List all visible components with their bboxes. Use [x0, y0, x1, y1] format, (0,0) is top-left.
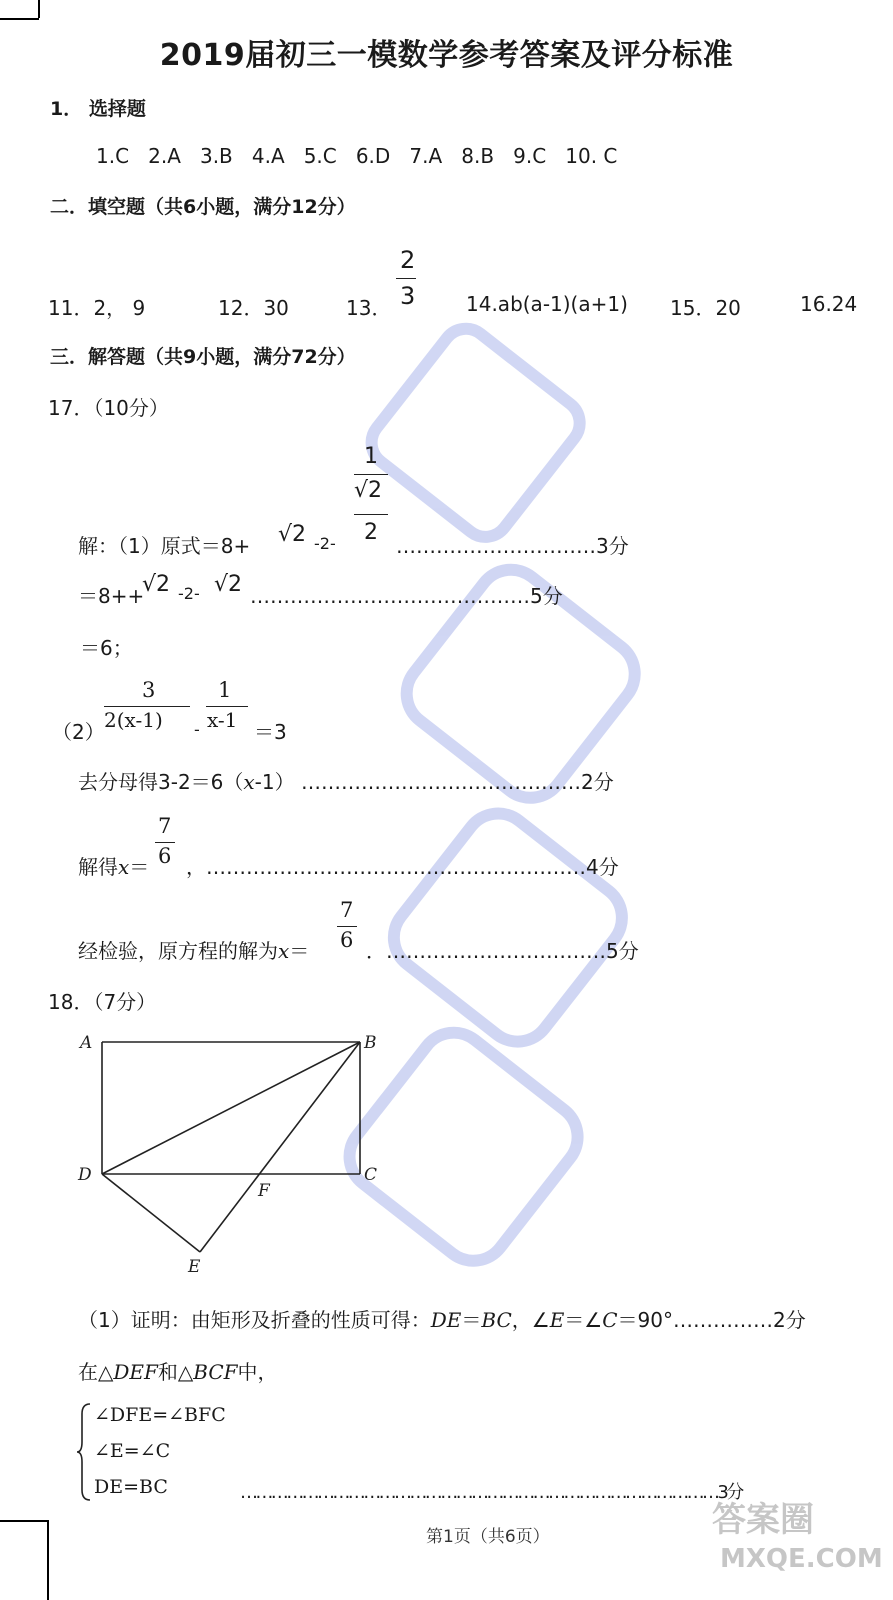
- crop-mark-top: [38, 0, 40, 18]
- step3-text: 经检验，原方程的解为: [78, 939, 278, 963]
- segment-DE: [102, 1174, 200, 1252]
- q17-p2-minus: -: [194, 720, 200, 739]
- q17-line1-mid: -2-: [314, 534, 336, 553]
- q18-geometry-figure: [70, 1028, 390, 1280]
- system-line-3: DE=BC: [94, 1476, 168, 1498]
- fill-answer-14: 14.ab(a-1)(a+1): [466, 292, 628, 316]
- fill-answer-13-numerator: 2: [400, 246, 416, 274]
- step2-frac-num: 7: [158, 814, 172, 838]
- q17-p2-frac2-num: 1: [218, 678, 232, 702]
- point-label-B: B: [364, 1033, 377, 1053]
- choice-answer: 5.C: [303, 144, 337, 168]
- proof1-text: （1）证明：由矩形及折叠的性质可得：: [78, 1308, 431, 1332]
- var-DEF: DEF: [113, 1360, 158, 1384]
- proof1-end: ＝90°: [617, 1308, 673, 1332]
- step3-frac-num: 7: [340, 898, 354, 922]
- var-x: x: [118, 855, 130, 879]
- q17-line2-mid: -2-: [178, 584, 200, 603]
- segment-DB: [102, 1042, 360, 1174]
- var-C: C: [602, 1308, 618, 1332]
- fill-answer-13-label: 13．: [346, 296, 392, 320]
- system-dots: …………………………………………………………………………………3分: [240, 1482, 742, 1503]
- q17-line1-prefix: 解：（1）原式＝8+: [78, 534, 251, 558]
- var-BC: BC: [481, 1308, 512, 1332]
- section2-heading: 二．填空题（共6小题，满分12分）: [50, 196, 356, 218]
- choice-answer: 10. C: [565, 144, 618, 168]
- q17-line2-sqrt1: √2: [142, 572, 171, 597]
- q17-line2-sqrt2: √2: [214, 572, 243, 597]
- q17-line1-frac-num: 1: [364, 444, 378, 469]
- crop-mark-bottom: [0, 1520, 48, 1522]
- fraction-bar: [104, 706, 190, 707]
- choice-answer: 6.D: [355, 144, 391, 168]
- system-line-2: ∠E=∠C: [94, 1440, 171, 1462]
- q17-p2-frac2-den: x-1: [207, 708, 238, 732]
- var-x: x: [278, 939, 290, 963]
- q17-step1: [78, 766, 614, 795]
- q17-line3: ＝6；: [80, 636, 133, 660]
- crop-mark-top-h: [0, 18, 39, 20]
- point-label-A: A: [80, 1033, 93, 1053]
- choice-answer: 9.C: [513, 144, 547, 168]
- step2-dots: ，…………………………………………………4分: [186, 855, 619, 879]
- fill-answer-11: 11．2， 9: [48, 296, 146, 320]
- eq-sign: ＝: [461, 1308, 482, 1332]
- site-watermark-sub: MXQE.COM: [720, 1544, 883, 1574]
- q17-label: 17．（10分）: [48, 396, 169, 420]
- step1-text: 去分母得3-2＝6（: [78, 770, 244, 794]
- point-label-F: F: [258, 1181, 270, 1201]
- choice-answer: 2.A: [148, 144, 181, 168]
- q17-line1-sqrt: √2: [278, 522, 307, 547]
- point-label-D: D: [78, 1165, 92, 1185]
- q18-proof1: [78, 1304, 806, 1333]
- point-label-E: E: [188, 1257, 201, 1277]
- crop-mark-bottom-v: [47, 1520, 49, 1600]
- proof1-mid: ，∠: [511, 1308, 550, 1332]
- in-end: 中，: [237, 1360, 278, 1384]
- page-title: 2019届初三一模数学参考答案及评分标准: [159, 38, 734, 73]
- step3-eq: ＝: [289, 939, 310, 963]
- section3-heading: 三．解答题（共9小题，满分72分）: [50, 346, 356, 368]
- var-DE: DE: [430, 1308, 462, 1332]
- system-brace-icon: [76, 1402, 92, 1502]
- choice-answer: 7.A: [409, 144, 443, 168]
- step2-eq: ＝: [129, 855, 150, 879]
- q17-step2: [78, 851, 149, 880]
- step3-frac-den: 6: [340, 928, 354, 952]
- fraction-bar: [354, 514, 388, 515]
- q17-step3: [78, 935, 309, 964]
- fill-answer-15: 15．20: [670, 296, 741, 320]
- q17-line1-dots: …………………………3分: [396, 534, 629, 558]
- proof1-dots: ……………2分: [673, 1308, 806, 1332]
- fill-answer-13-denominator: 3: [400, 282, 416, 310]
- fill-answer-16: 16.24: [800, 292, 858, 316]
- q18-label: 18．（7分）: [48, 990, 157, 1014]
- q18-in-triangles: [78, 1356, 278, 1385]
- q17-line2-dots: ……………………………………5分: [250, 584, 563, 608]
- step3-dots: ．……………………………5分: [366, 939, 639, 963]
- fill-answer-12: 12．30: [218, 296, 289, 320]
- var-BCF: BCF: [193, 1360, 238, 1384]
- step1-end: -1）: [254, 770, 295, 794]
- step1-dots: ……………………………………2分: [300, 770, 614, 794]
- q17-line1-frac-den: 2: [364, 520, 378, 545]
- page-footer: 第1页（共6页）: [426, 1527, 550, 1547]
- fraction-bar: [337, 926, 357, 927]
- choice-answers: [96, 144, 617, 168]
- segment-BE: [200, 1042, 360, 1252]
- q17-p2-label: （2）: [52, 720, 105, 744]
- q17-line1-frac-inner: √2: [354, 478, 383, 503]
- fraction-bar: [396, 278, 416, 279]
- section1-heading: 1． 选择题: [50, 98, 146, 120]
- step2-frac-den: 6: [158, 844, 172, 868]
- choice-answer: 3.B: [199, 144, 233, 168]
- q17-p2-frac1-num: 3: [142, 678, 156, 702]
- step2-text: 解得: [78, 855, 118, 879]
- choice-answer: 8.B: [461, 144, 495, 168]
- fraction-bar: [354, 474, 388, 475]
- system-line-1: ∠DFE=∠BFC: [94, 1404, 226, 1426]
- q17-line2-prefix: ＝8++: [78, 584, 145, 608]
- in-and: 和△: [157, 1360, 194, 1384]
- proof1-eq2: ＝∠: [564, 1308, 603, 1332]
- choice-answer: 4.A: [251, 144, 285, 168]
- point-label-C: C: [364, 1165, 378, 1185]
- in-pre: 在△: [78, 1360, 114, 1384]
- q17-p2-eq: ＝3: [254, 720, 287, 744]
- var-E: E: [549, 1308, 565, 1332]
- var-x: x: [243, 770, 255, 794]
- choice-answer: 1.C: [96, 144, 130, 168]
- site-watermark: 答案圈: [712, 1500, 814, 1540]
- fraction-bar: [155, 842, 175, 843]
- fraction-bar: [206, 706, 248, 707]
- q17-p2-frac1-den: 2(x-1): [104, 708, 163, 732]
